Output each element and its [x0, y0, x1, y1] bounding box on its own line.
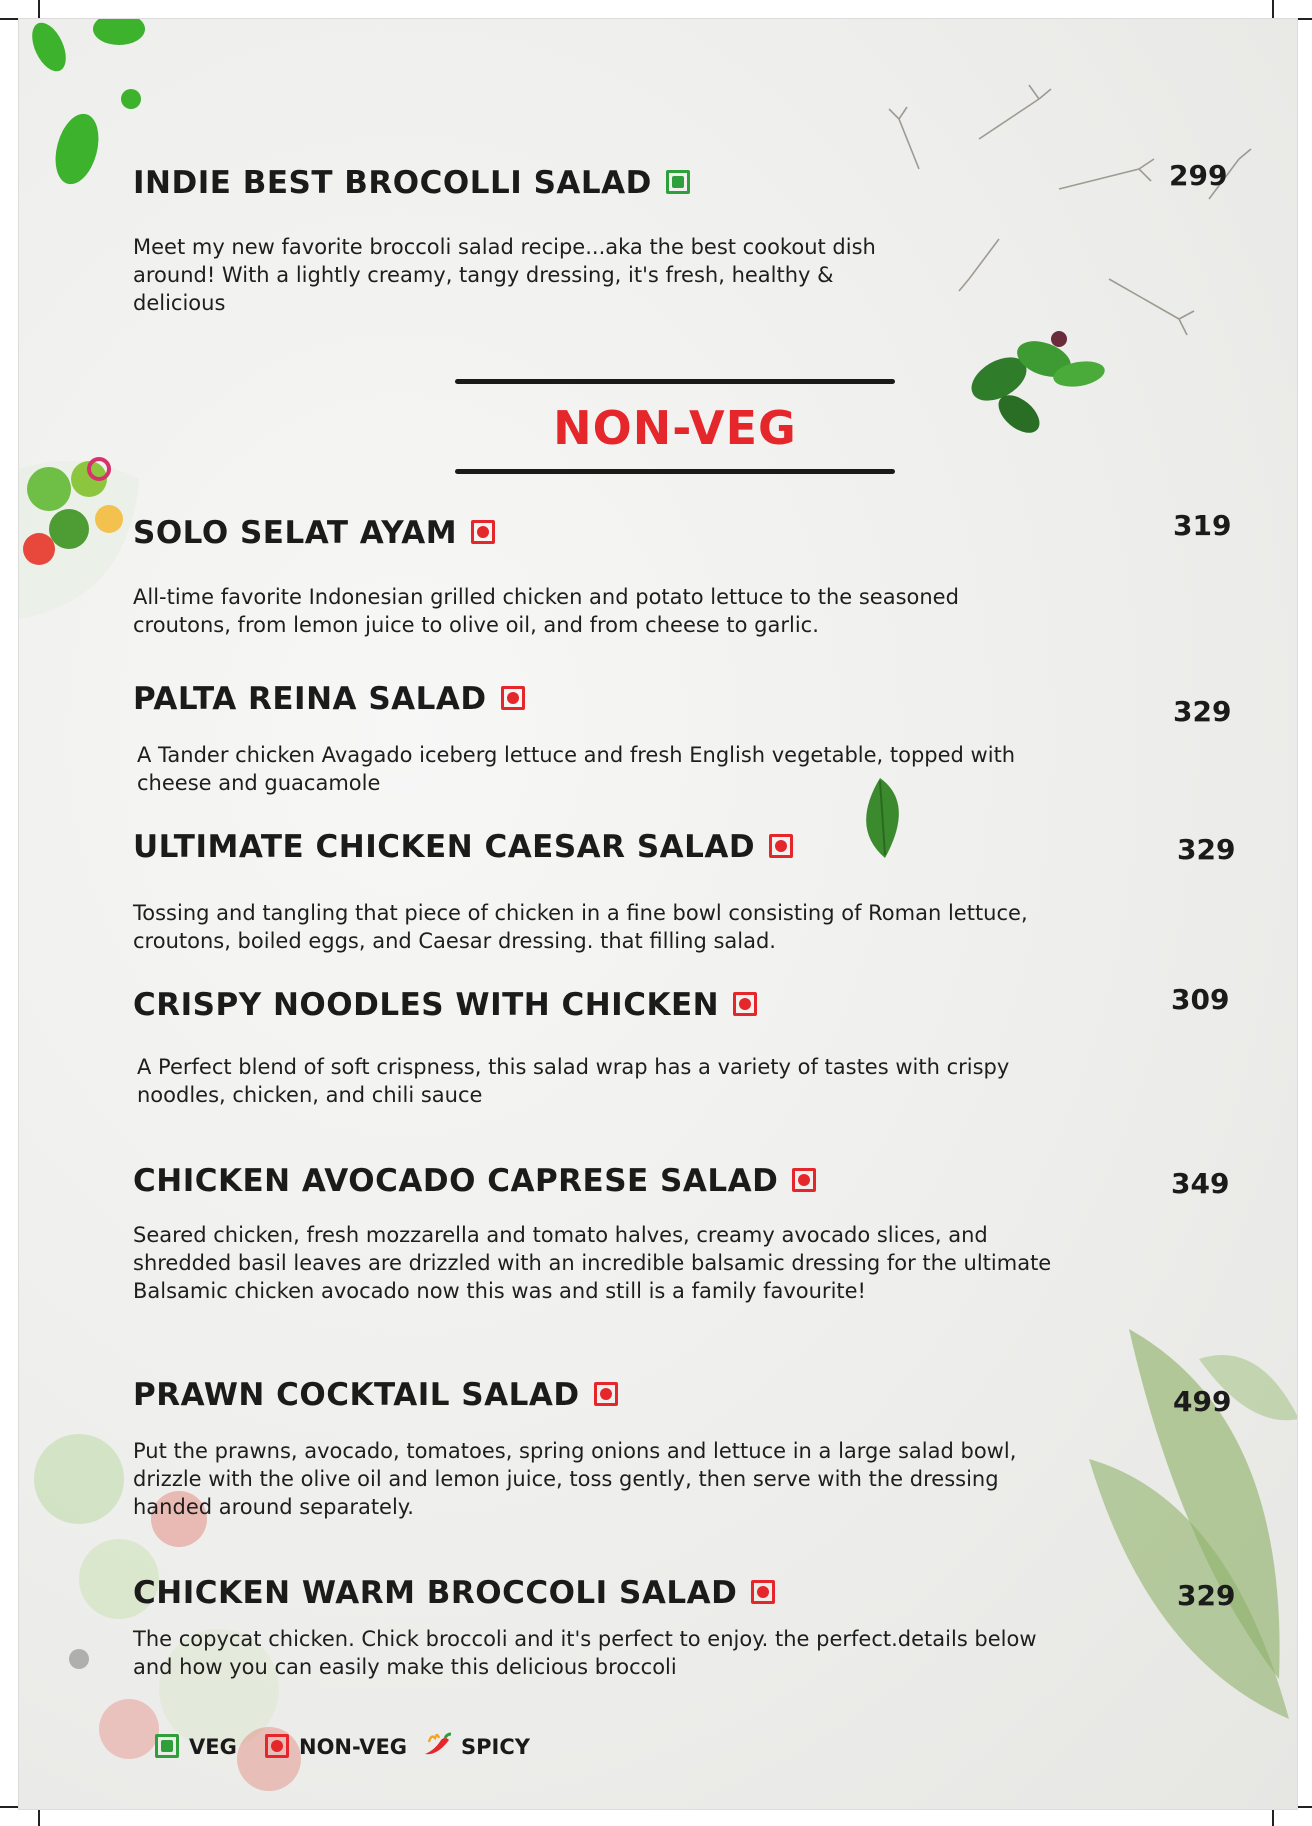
- item-name: CRISPY NOODLES WITH CHICKEN: [133, 987, 720, 1023]
- item-price: 349: [1171, 1167, 1230, 1200]
- item-name: PRAWN COCKTAIL SALAD: [133, 1377, 580, 1413]
- crop-mark: [38, 0, 40, 18]
- legend-veg-label: VEG: [189, 1735, 237, 1759]
- crop-mark: [1272, 0, 1274, 18]
- section-divider-top: [455, 379, 895, 384]
- veg-marker-icon: [155, 1734, 179, 1758]
- item-description: A Tander chicken Avagado iceberg lettuce and fresh English vegetable, topped with cheese and guacamole: [137, 743, 1016, 795]
- legend-non-veg-label: NON-VEG: [299, 1735, 408, 1759]
- item-title: [133, 987, 757, 1023]
- item-title: [133, 165, 690, 201]
- item-description: The copycat chicken. Chick broccoli and it's perfect to enjoy. the perfect.details below and how you can easily make this delicious broccoli: [133, 1627, 1037, 1679]
- non-veg-marker-icon: [265, 1734, 289, 1758]
- item-description: Tossing and tangling that piece of chicken in a fine bowl consisting of Roman lettuce, croutons, boiled eggs, and Caesar dressing. that filling salad.: [133, 901, 1028, 953]
- non-veg-marker-icon: [501, 686, 525, 710]
- item-name: SOLO SELAT AYAM: [133, 515, 458, 551]
- item-title: [133, 681, 525, 717]
- non-veg-marker-icon: [792, 1168, 816, 1192]
- item-title: [133, 1575, 775, 1611]
- item-price: 329: [1173, 695, 1232, 728]
- crop-mark: [0, 18, 18, 20]
- item-price: 319: [1173, 509, 1232, 542]
- leaves-decoration: [1089, 1299, 1298, 1749]
- item-price: 499: [1173, 1385, 1232, 1418]
- crop-mark: [38, 1808, 40, 1826]
- crop-mark: [0, 1806, 18, 1808]
- chili-icon: [423, 1732, 453, 1758]
- non-veg-marker-icon: [471, 520, 495, 544]
- item-name: CHICKEN AVOCADO CAPRESE SALAD: [133, 1163, 779, 1199]
- item-name: CHICKEN WARM BROCCOLI SALAD: [133, 1575, 738, 1611]
- item-description: A Perfect blend of soft crispness, this salad wrap has a variety of tastes with crispy noodles, chicken, and chili sauce: [137, 1055, 1010, 1107]
- menu-page: [18, 18, 1298, 1810]
- legend-spicy-label: SPICY: [461, 1735, 530, 1759]
- salad-bowl-icon: [19, 409, 149, 629]
- non-veg-marker-icon: [594, 1382, 618, 1406]
- item-description: Seared chicken, fresh mozzarella and tomato halves, creamy avocado slices, and shredded basil leaves are drizzled with an incredible balsamic dressing for the ultimate Balsamic chicken avocado now this was and still is a family favourite!: [133, 1223, 1052, 1303]
- legend-non-veg: [265, 1735, 407, 1760]
- item-price: 309: [1171, 983, 1230, 1016]
- non-veg-marker-icon: [733, 992, 757, 1016]
- section-title: NON-VEG: [553, 401, 797, 455]
- item-price: 329: [1177, 833, 1236, 866]
- item-title: [133, 1163, 816, 1199]
- section-heading: [455, 379, 895, 475]
- item-title: [133, 1377, 618, 1413]
- non-veg-marker-icon: [751, 1580, 775, 1604]
- section-divider-bottom: [455, 469, 895, 474]
- item-name: ULTIMATE CHICKEN CAESAR SALAD: [133, 829, 756, 865]
- item-price: 329: [1177, 1579, 1236, 1612]
- crop-mark: [1272, 1808, 1274, 1826]
- veg-marker-icon: [666, 170, 690, 194]
- item-price: 299: [1169, 159, 1228, 192]
- legend-veg: [155, 1735, 237, 1760]
- item-description: Put the prawns, avocado, tomatoes, spring onions and lettuce in a large salad bowl, drizzle with the olive oil and lemon juice, toss gently, then serve with the dressing handed around separately.: [133, 1439, 1017, 1519]
- basil-icon: [959, 319, 1119, 449]
- item-title: [133, 829, 793, 865]
- item-name: PALTA REINA SALAD: [133, 681, 487, 717]
- non-veg-marker-icon: [769, 834, 793, 858]
- item-title: [133, 515, 495, 551]
- item-description: Meet my new favorite broccoli salad recipe...aka the best cookout dish around! With a lightly creamy, tangy dressing, it's fresh, healthy & delicious: [133, 235, 876, 315]
- item-name: INDIE BEST BROCOLLI SALAD: [133, 165, 652, 201]
- item-description: All-time favorite Indonesian grilled chicken and potato lettuce to the seasoned croutons, from lemon juice to olive oil, and from cheese to garlic.: [133, 585, 959, 637]
- legend-spicy: [423, 1735, 530, 1761]
